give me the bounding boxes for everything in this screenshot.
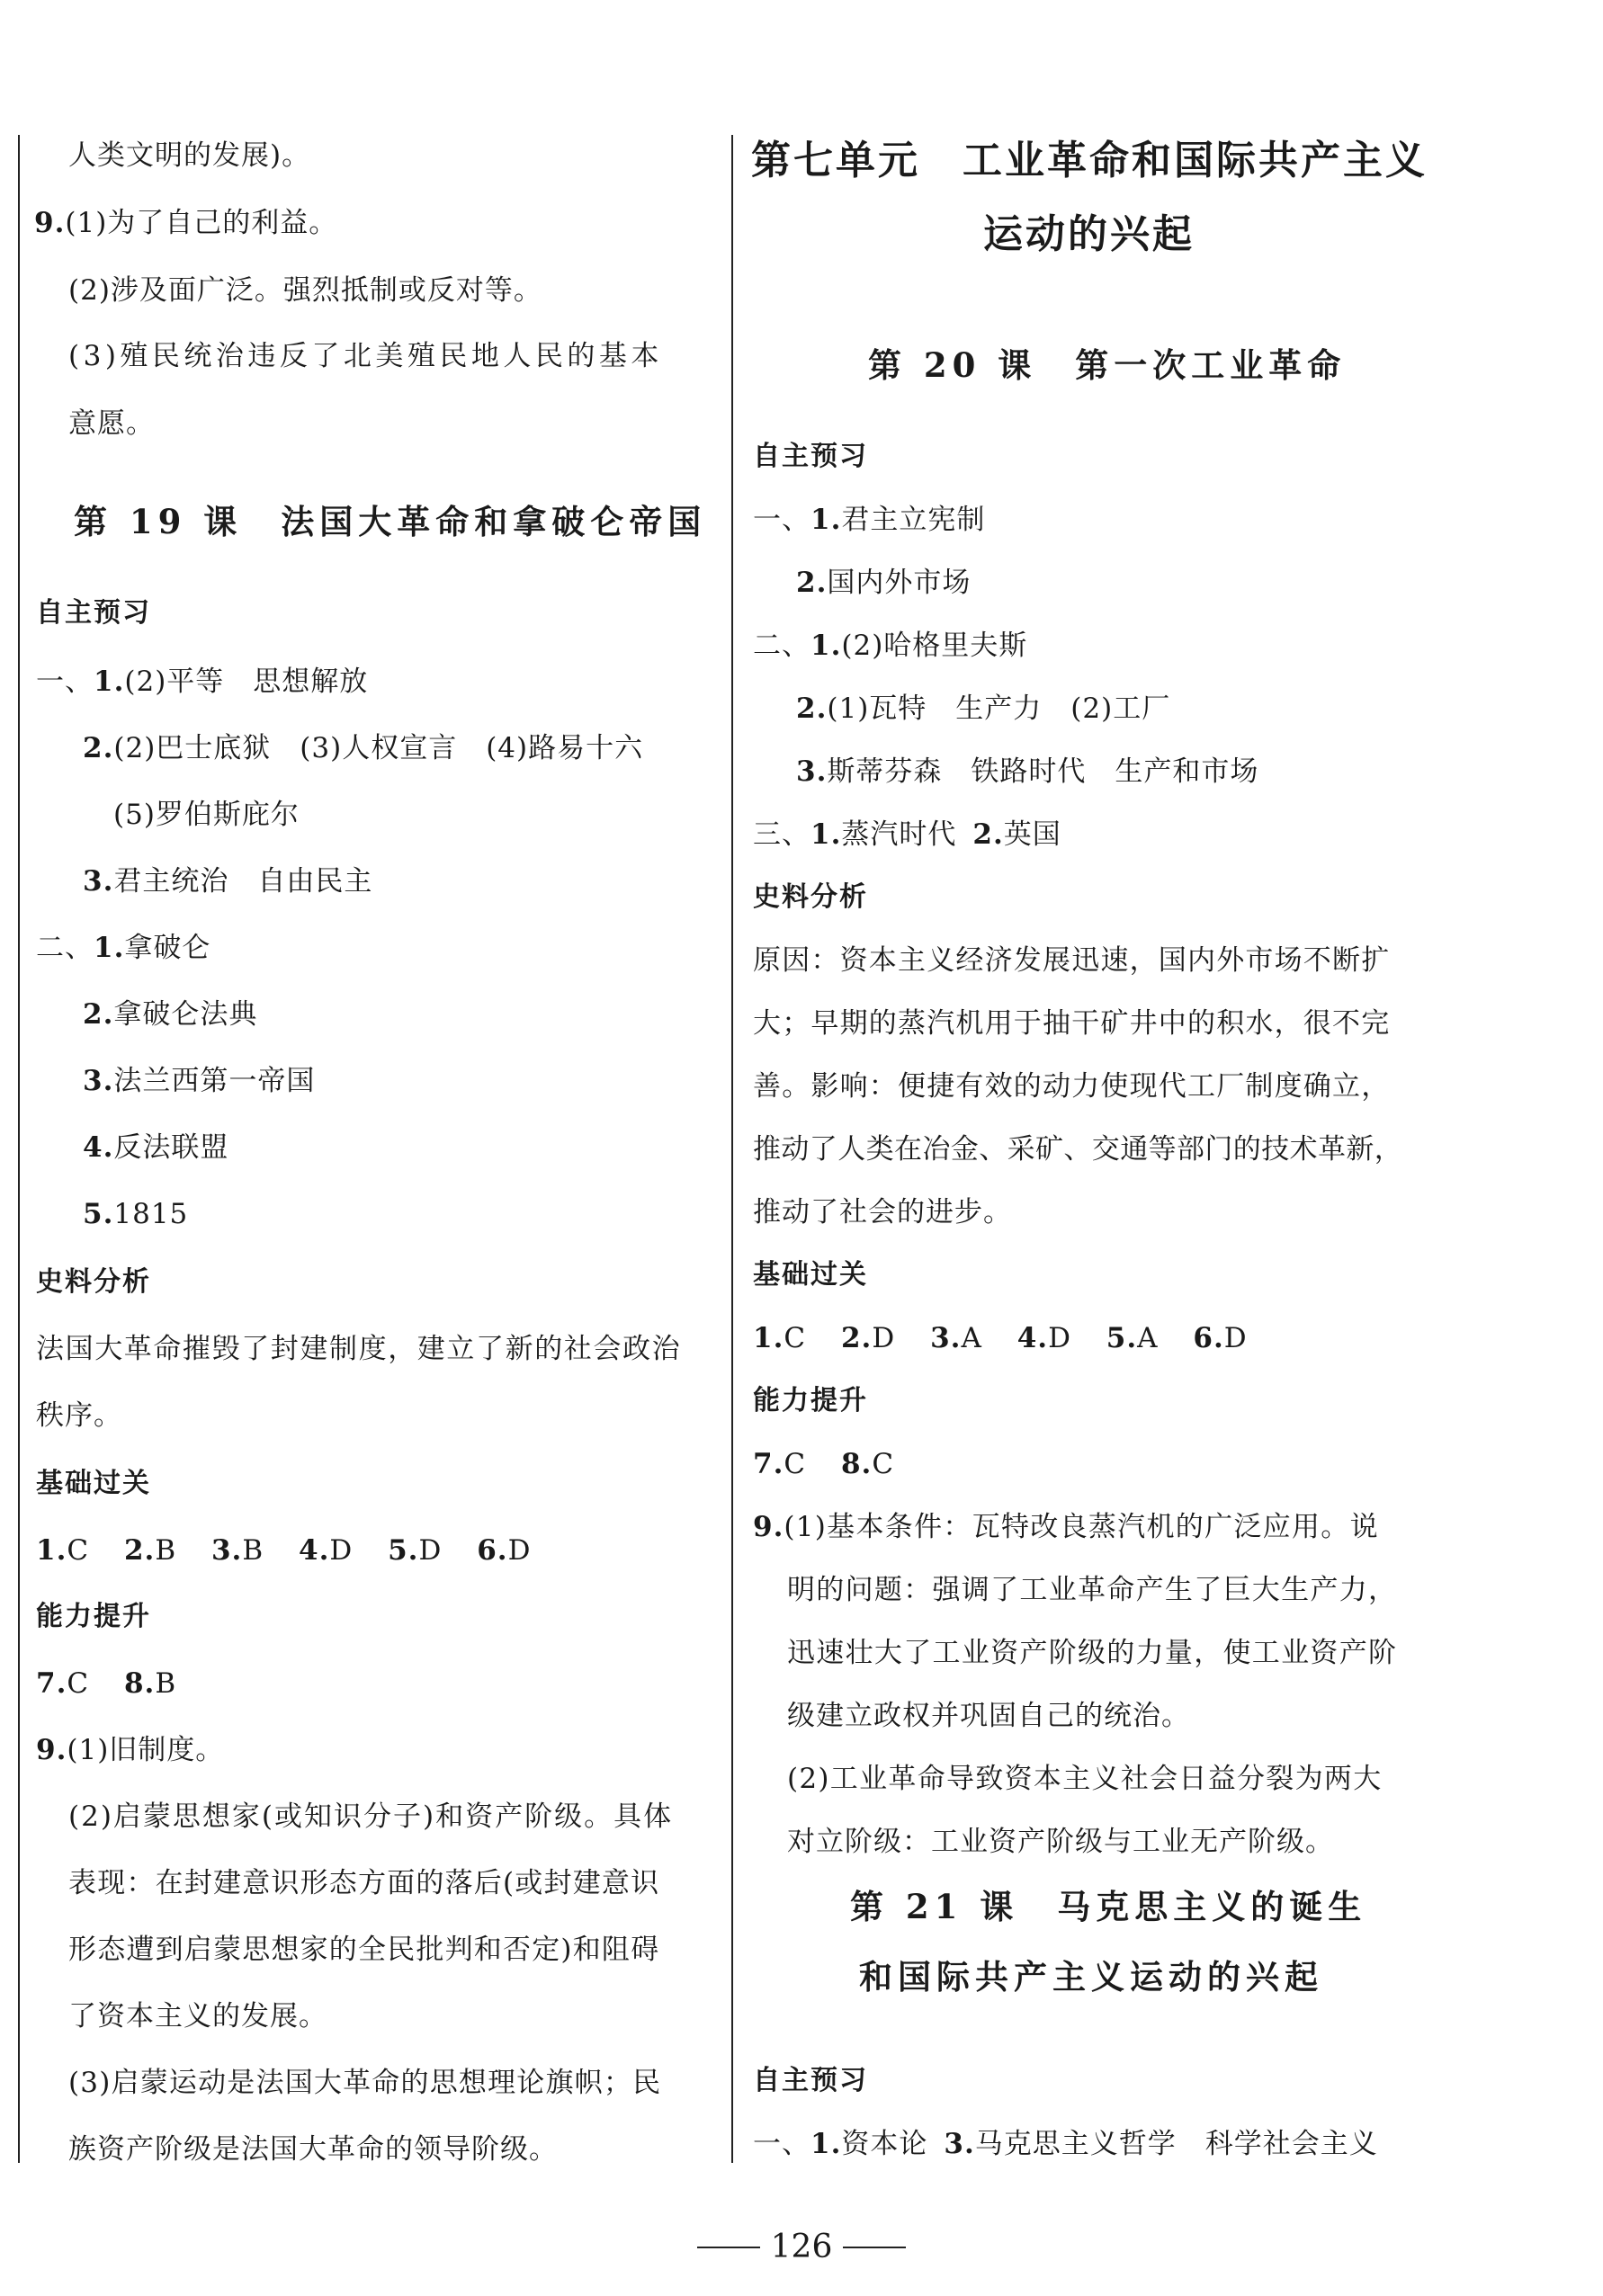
question-number: 3. [210,1534,243,1567]
answer-text: (1)基本条件：瓦特改良蒸汽机的广泛应用。说 [784,1511,1379,1543]
answer-letter: D [329,1534,354,1567]
lesson-19-title: 第 19 课 法国大革命和拿破仑帝国 [74,502,707,541]
item-prefix: 三、 [753,818,810,851]
question-number: 4. [1016,1322,1049,1354]
page-number: 126 [770,2229,833,2265]
page-footer [0,2229,1603,2265]
question-number: 9. [753,1511,784,1543]
item-number: 1. [810,504,842,536]
item-text: (2)巴士底狱 (3)人权宣言 (4)路易十六 [113,732,644,764]
answer-letter: C [872,1448,895,1480]
item-prefix: 二、 [753,630,810,662]
section-heading-ability: 能力提升 [753,1385,868,1416]
item-number: 4. [83,1131,114,1164]
text-line: 了资本主义的发展。 [68,2000,327,2032]
section-heading-preview: 自主预习 [753,441,868,472]
text-line: (3)启蒙运动是法国大革命的思想理论旗帜；民 [68,2067,662,2099]
preview-item [796,691,1170,727]
item-number: 1. [810,2128,842,2160]
text-line: 推动了社会的进步。 [753,1196,1012,1228]
preview-item [796,565,971,601]
section-heading-preview: 自主预习 [753,2065,868,2096]
item-prefix: 一、 [753,504,810,536]
footer-dash-left [697,2247,760,2248]
preview-item [83,1196,188,1232]
answer-letter: A [961,1322,982,1354]
unit-title-line-2: 运动的兴起 [983,211,1195,257]
text-line: 迅速壮大了工业资产阶级的力量，使工业资产阶 [787,1637,1398,1669]
item-text: 拿破仑 [124,932,211,964]
preview-item [753,2126,1378,2162]
item-number: 3. [83,865,114,898]
text-line: (2)工业革命导致资本主义社会日益分裂为两大 [787,1763,1383,1795]
answer-9 [753,1509,1379,1545]
text-line: 人类文明的发展)。 [68,139,311,172]
item-text: 蒸汽时代 [841,818,957,851]
question-number: 2. [840,1322,873,1354]
preview-item [83,1130,228,1166]
left-margin-rule [18,135,20,2163]
question-number: 5. [1106,1322,1138,1354]
question-number: 8. [123,1667,156,1700]
text-line: 族资产阶级是法国大革命的领导阶级。 [68,2133,558,2166]
text-line: 对立阶级：工业资产阶级与工业无产阶级。 [787,1826,1334,1858]
question-number: 7. [753,1448,784,1480]
text-line: 大；早期的蒸汽机用于抽干矿井中的积水，很不完 [753,1007,1391,1040]
answer-row [36,1532,531,1568]
question-number: 9. [36,1734,67,1766]
item-text: 英国 [1003,818,1061,851]
item-number: 3. [83,1065,114,1097]
item-text: (1)瓦特 生产力 (2)工厂 [827,692,1171,725]
item-number: 2. [972,818,1004,851]
answer-letter: B [155,1534,177,1567]
answer-letter: D [507,1534,532,1567]
preview-item [753,817,1061,853]
item-text: 资本论 [841,2128,928,2160]
answer-9 [36,1732,224,1768]
text-line: 明的问题：强调了工业革命产生了巨大生产力， [787,1574,1398,1606]
item-number: 1. [94,932,125,964]
preview-item [796,754,1258,790]
lesson-20-title: 第 20 课 第一次工业革命 [868,345,1347,385]
answer-letter: B [242,1534,264,1567]
answer-9 [34,205,337,241]
item-text: 拿破仑法典 [113,998,258,1031]
question-number: 7. [36,1667,67,1700]
section-heading-basic: 基础过关 [753,1259,868,1291]
answer-row [36,1666,176,1702]
text-line: 表现：在封建意识形态方面的落后(或封建意识 [68,1867,660,1899]
item-text: 反法联盟 [113,1131,229,1164]
text-line: (3)殖民统治违反了北美殖民地人民的基本 [68,340,663,372]
preview-item [83,730,643,766]
section-heading-source: 史料分析 [753,881,868,913]
item-number: 2. [83,732,114,764]
item-prefix: 一、 [753,2128,810,2160]
item-number: 2. [796,567,828,599]
item-number: 1. [94,666,125,698]
item-text: 君主统治 自由民主 [113,865,373,898]
item-text: (2)平等 思想解放 [124,666,369,698]
answer-letter: D [418,1534,443,1567]
lesson-21-title-line-1: 第 21 课 马克思主义的诞生 [850,1887,1367,1926]
section-heading-ability: 能力提升 [36,1601,151,1632]
item-number: 1. [810,818,842,851]
preview-item [753,502,985,538]
column-divider [731,135,733,2163]
answer-letter: B [155,1667,177,1700]
question-number: 8. [840,1448,873,1480]
question-number: 4. [299,1534,330,1567]
question-number: 1. [753,1322,784,1354]
answer-letter: A [1137,1322,1159,1354]
question-number: 2. [123,1534,156,1567]
footer-dash-right [843,2247,906,2248]
item-text: 斯蒂芬森 铁路时代 生产和市场 [827,755,1259,788]
item-number: 3. [944,2128,975,2160]
answer-letter: D [1048,1322,1071,1354]
text-line: (2)涉及面广泛。强烈抵制或反对等。 [68,274,542,307]
answer-letter: C [784,1322,807,1354]
answer-letter: C [67,1534,90,1567]
text-line: 法国大革命摧毁了封建制度，建立了新的社会政治 [36,1333,682,1365]
text-line: 秩序。 [36,1399,122,1432]
preview-item [36,930,210,966]
item-prefix: 二、 [36,932,94,964]
question-number: 6. [1193,1322,1224,1354]
item-number: 1. [810,630,842,662]
text-line: 意愿。 [68,407,155,440]
text-line: 善。影响：便捷有效的动力使现代工厂制度确立， [753,1070,1391,1103]
answer-row [753,1320,1248,1356]
question-number: 3. [930,1322,962,1354]
unit-title-line-1: 第七单元 工业革命和国际共产主义 [751,138,1428,183]
answer-row [753,1446,894,1482]
answer-letter: D [872,1322,896,1354]
item-number: 2. [83,998,114,1031]
item-text: 君主立宪制 [841,504,986,536]
answer-letter: C [784,1448,807,1480]
item-text: 国内外市场 [827,567,972,599]
answer-letter: C [67,1667,90,1700]
answer-text: (1)旧制度。 [67,1734,225,1766]
text-line: 形态遭到启蒙思想家的全民批判和否定)和阻碍 [68,1934,660,1966]
question-number: 9. [34,207,66,239]
preview-item [753,628,1027,664]
item-text: (2)哈格里夫斯 [841,630,1028,662]
item-text: 1815 [113,1198,189,1230]
question-number: 1. [36,1534,67,1567]
item-text: 法兰西第一帝国 [113,1065,316,1097]
question-number: 6. [477,1534,508,1567]
preview-item [83,1063,315,1099]
text-line: (2)启蒙思想家(或知识分子)和资产阶级。具体 [68,1800,674,1833]
section-heading-source: 史料分析 [36,1266,151,1298]
preview-item [36,664,368,700]
item-prefix: 一、 [36,666,94,698]
text-line: 原因：资本主义经济发展迅速，国内外市场不断扩 [753,944,1391,977]
item-number: 2. [796,692,828,725]
item-text: 马克思主义哲学 科学社会主义 [974,2128,1378,2160]
answer-text: (1)为了自己的利益。 [65,207,338,239]
question-number: 5. [388,1534,419,1567]
lesson-21-title-line-2: 和国际共产主义运动的兴起 [859,1957,1323,1997]
item-number: 5. [83,1198,114,1230]
preview-item [83,996,257,1032]
item-number: 3. [796,755,828,788]
preview-item [83,863,372,899]
text-line: 推动了人类在冶金、采矿、交通等部门的技术革新， [753,1133,1403,1166]
answer-letter: D [1223,1322,1248,1354]
text-line: 级建立政权并巩固自己的统治。 [787,1700,1190,1732]
section-heading-preview: 自主预习 [36,597,151,629]
section-heading-basic: 基础过关 [36,1468,151,1499]
preview-item-cont: (5)罗伯斯庇尔 [113,799,300,831]
